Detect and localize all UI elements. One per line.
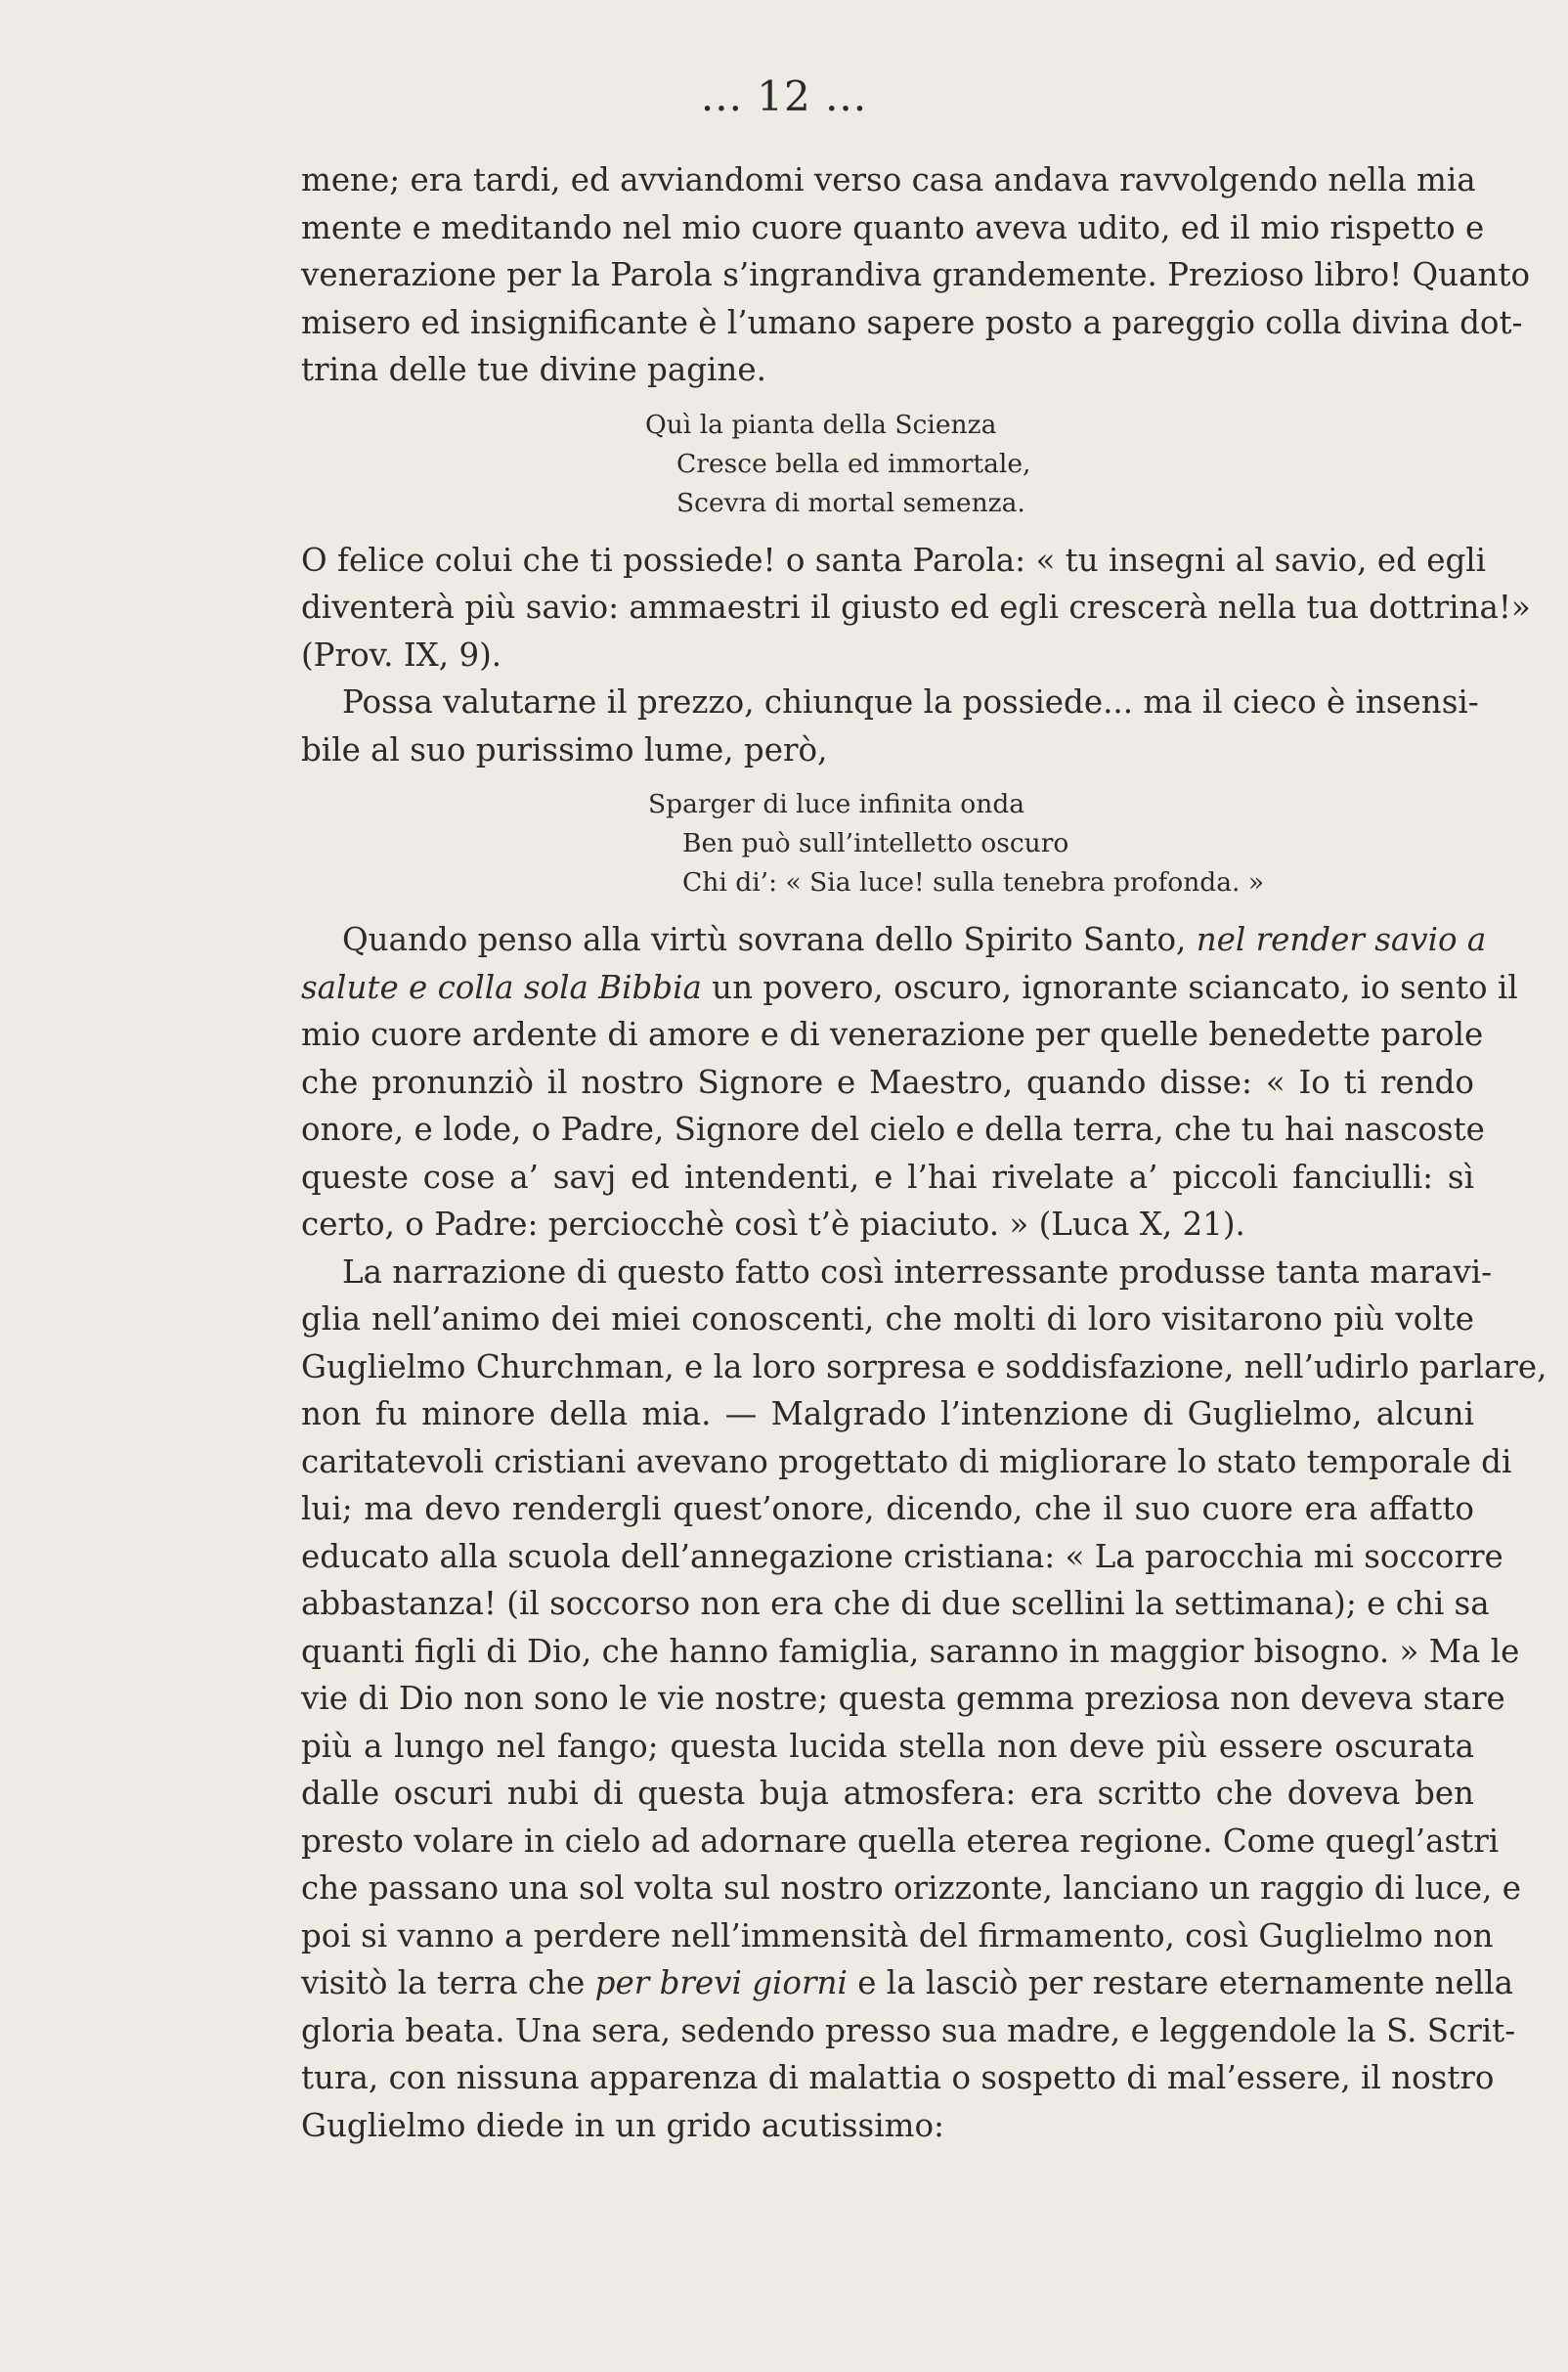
text-line: poi si vanno a perdere nell’immensità del firmamento, così Guglielmo non <box>301 1916 1494 1955</box>
verse-line: Quì la pianta della Scienza <box>645 409 997 440</box>
text-line: mene; era tardi, ed avviandomi verso casa andava ravvolgendo nella mia <box>301 161 1476 198</box>
verse-line: Sparger di luce infinita onda <box>648 789 1025 819</box>
text-line: bile al suo purissimo lume, però, <box>301 730 828 769</box>
italic-run: nel render savio a <box>1196 921 1487 958</box>
verse-block <box>301 785 1474 902</box>
text-line: quanti figli di Dio, che hanno famiglia, saranno in maggior bisogno. » Ma le <box>301 1632 1520 1670</box>
text-line <box>301 964 1518 1012</box>
text-line: gloria beata. Una sera, sedendo presso sua madre, e leggendole la S. Scrit- <box>301 2011 1516 2049</box>
verse-line: Scevra di mortal semenza. <box>676 487 1025 518</box>
text-line: diventerà più savio: ammaestri il giusto ed egli crescerà nella tua dottrina!» <box>301 589 1531 626</box>
text-run: e la lasciò per restare eternamente nella <box>847 1964 1514 2001</box>
text-line: non fu minore della mia. — Malgrado l’intenzione di Guglielmo, alcuni <box>301 1395 1474 1432</box>
text-line: presto volare in cielo ad adornare quella eterea regione. Come quegl’astri <box>301 1822 1500 1860</box>
text-line: che pronunziò il nostro Signore e Maestro, quando disse: « Io ti rendo <box>301 1063 1474 1101</box>
text-run: un povero, oscuro, ignorante sciancato, io sento il <box>701 968 1518 1006</box>
text-line: lui; ma devo rendergli quest’onore, dicendo, che il suo cuore era affatto <box>301 1490 1474 1527</box>
verse-line: Chi di’: « Sia luce! sulla tenebra profonda. » <box>682 867 1265 898</box>
text-line: Possa valutarne il prezzo, chiunque la possiede... ma il cieco è insensi- <box>342 683 1479 721</box>
text-line: educato alla scuola dell’annegazione cristiana: « La parocchia mi soccorre <box>301 1537 1503 1575</box>
text-line: trina delle tue divine pagine. <box>301 351 766 388</box>
text-line: La narrazione di questo fatto così interressante produsse tanta maravi- <box>342 1252 1493 1291</box>
text-line: misero ed insignificante è l’umano sapere posto a pareggio colla divina dot- <box>301 303 1523 341</box>
text-line: mente e meditando nel mio cuore quanto aveva udito, ed il mio rispetto e <box>301 208 1485 246</box>
verse-line: Ben può sull’intelletto oscuro <box>682 828 1069 858</box>
text-line: vie di Dio non sono le vie nostre; questa gemma preziosa non deveva stare <box>301 1680 1505 1717</box>
text-line: più a lungo nel fango; questa lucida stella non deve più essere oscurata <box>301 1727 1474 1765</box>
text-line: (Prov. IX, 9). <box>301 636 502 674</box>
italic-run: salute e colla sola Bibbia <box>301 968 702 1006</box>
italic-run: per brevi giorni <box>594 1964 848 2001</box>
text-line: venerazione per la Parola s’ingrandiva grandemente. Prezioso libro! Quanto <box>301 256 1531 293</box>
verse-line: Cresce bella ed immortale, <box>676 448 1031 479</box>
text-line: Guglielmo Churchman, e la loro sorpresa e soddisfazione, nell’udirlo parlare, <box>301 1347 1547 1385</box>
text-line: abbastanza! (il soccorso non era che di due scellini la settimana); e chi sa <box>301 1585 1490 1622</box>
verse-block <box>301 406 1474 523</box>
page-number: ... 12 ... <box>700 72 868 120</box>
text-line: O felice colui che ti possiede! o santa Parola: « tu insegni al savio, ed egli <box>301 541 1487 579</box>
text-line <box>301 1959 1514 2007</box>
text-line: Guglielmo diede in un grido acutissimo: <box>301 2106 944 2144</box>
text-run: visitò la terra che <box>301 1964 595 2001</box>
text-line: caritatevoli cristiani avevano progettato di migliorare lo stato temporale di <box>301 1442 1512 1480</box>
text-line: mio cuore ardente di amore e di venerazione per quelle benedette parole <box>301 1016 1484 1053</box>
text-line <box>301 916 1487 964</box>
text-line: dalle oscuri nubi di questa buja atmosfera: era scritto che doveva ben <box>301 1775 1474 1812</box>
body-text <box>301 156 1547 2149</box>
text-line: onore, e lode, o Padre, Signore del cielo e della terra, che tu hai nascoste <box>301 1111 1485 1148</box>
text-run: Quando penso alla virtù sovrana dello Spirito Santo, <box>342 921 1197 958</box>
text-line: glia nell’animo dei miei conoscenti, che molti di loro visitarono più volte <box>301 1300 1474 1338</box>
text-line: che passano una sol volta sul nostro orizzonte, lanciano un raggio di luce, e <box>301 1869 1521 1907</box>
text-line: certo, o Padre: perciocchè così t’è piaciuto. » (Luca X, 21). <box>301 1206 1245 1243</box>
text-line: queste cose a’ savj ed intendenti, e l’hai rivelate a’ piccoli fanciulli: sì <box>301 1158 1474 1196</box>
text-line: tura, con nissuna apparenza di malattia o sospetto di mal’essere, il nostro <box>301 2059 1495 2096</box>
